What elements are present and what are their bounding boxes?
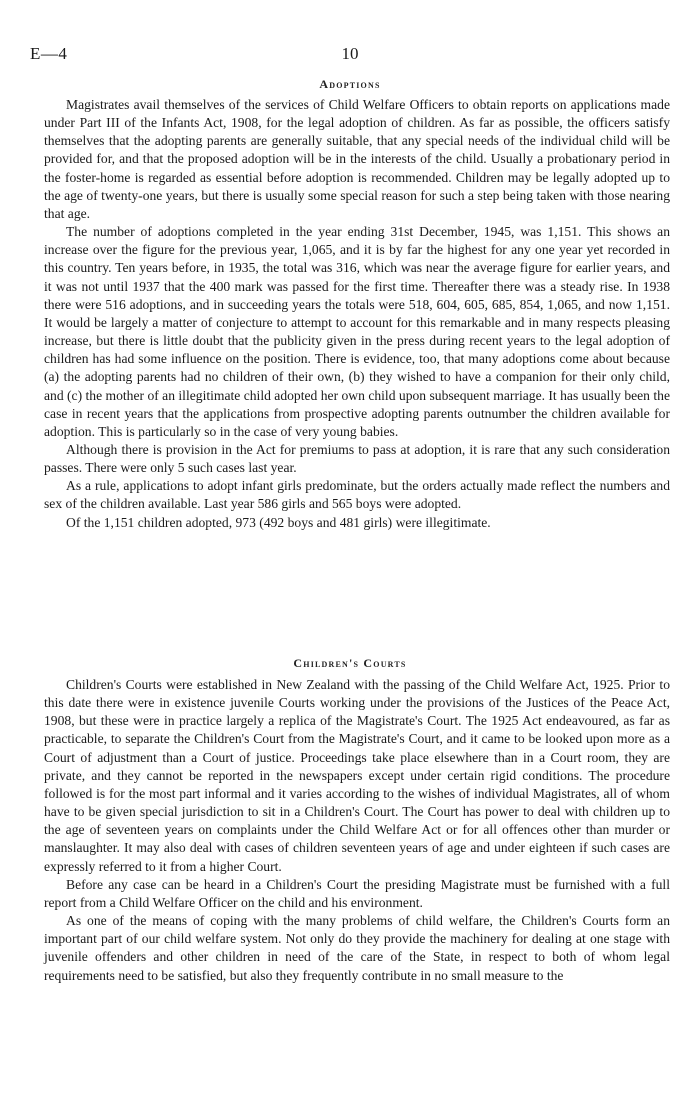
paragraph: Although there is provision in the Act for premiums to pass at adoption, it is rare that any such consideration passes. There were only 5 such cases last year.	[44, 441, 670, 476]
paragraph: Magistrates avail themselves of the services of Child Welfare Officers to obtain reports on applications made under Part III of the Infants Act, 1908, for the legal adoption of children. As far as possible, the officers satisfy themselves that the adopting parents are generally suitable, that any special needs of the individual child will be provided for, and that the proposed adoption will be in the interests of the child. Usually a probationary period in the foster-home is regarded as essential before adoption is recommended. Children may be legally adopted up to the age of twenty-one years, but there is usually some special reason for such a step being taken with those nearing that age.	[44, 97, 670, 221]
paragraph: Before any case can be heard in a Children's Court the presiding Magistrate must be furnished with a full report from a Child Welfare Officer on the child and his environment.	[44, 876, 670, 910]
section-title-childrens-courts: Children's Courts	[293, 656, 407, 670]
report-reference: E—4	[30, 44, 68, 63]
paragraph: As one of the means of coping with the many problems of child welfare, the Children's Courts form an important part of our child welfare system. Not only do they provide the machinery for dealing at one stage with juvenile offenders and other children in need of the care of the State, in respect to both of whom legal requirements need to be satisfied, but also they frequently contribute in no small measure to the	[44, 913, 670, 983]
paragraph: Of the 1,151 children adopted, 973 (492 boys and 481 girls) were illegitimate.	[66, 514, 491, 530]
paragraph: As a rule, applications to adopt infant girls predominate, but the orders actually made reflect the numbers and sex of the children available. Last year 586 girls and 565 boys were adopted.	[44, 478, 670, 512]
section-body-childrens-courts	[44, 676, 670, 985]
paragraph: The number of adoptions completed in the year ending 31st December, 1945, was 1,151. This shows an increase over the figure for the previous year, 1,065, and it is by far the highest for any one year yet recorded in this country. Ten years before, in 1935, the total was 316, which was near the average figure for earlier years, and it was not until 1937 that the 400 mark was passed for the first time. Thereafter there was a steady rise. In 1938 there were 516 adoptions, and in succeeding years the totals were 518, 604, 605, 685, 854, 1,065, and now 1,151. It would be largely a matter of conjecture to attempt to account for this remarkable and in many respects pleasing increase, but there is little doubt that the publicity given in the press during recent years to the legal adoption of children has had some influence on the position. There is evidence, too, that many adoptions come about because (a) the adopting parents had no children of their own, (b) they wished to have a companion for their only child, and (c) the mother of an illegitimate child adopted her own child upon subsequent marriage. It has usually been the case in recent years that the applications from prospective adopting parents outnumber the children available for adoption. This is particularly so in the case of very young babies.	[44, 224, 670, 439]
section-body-adoptions	[44, 96, 670, 532]
paragraph: Children's Courts were established in New Zealand with the passing of the Child Welfare Act, 1925. Prior to this date there were in existence juvenile Courts working under the provisions of the Justices of the Peace Act, 1908, but these were in practice largely a replica of the Magistrate's Court. The 1925 Act endeavoured, as far as practicable, to separate the Children's Court from the Magistrate's Court, and it came to be looked upon more as a Court of adjustment than a Court of justice. Proceedings take place elsewhere than in a Court room, they are private, and they cannot be reported in the newspapers except under certain rigid conditions. The procedure followed is for the most part informal and it varies according to the wishes of individual Magistrates, all of whom have to be given special jurisdiction to sit in a Children's Court. The Court has power to deal with children up to the age of seventeen years on complaints under the Child Welfare Act or for all offences other than murder or manslaughter. It may also deal with cases of children seventeen years of age and under eighteen if such cases are expressly referred to it from a higher Court.	[44, 677, 670, 874]
section-title-adoptions: Adoptions	[319, 77, 381, 91]
page-number: 10	[341, 44, 359, 63]
